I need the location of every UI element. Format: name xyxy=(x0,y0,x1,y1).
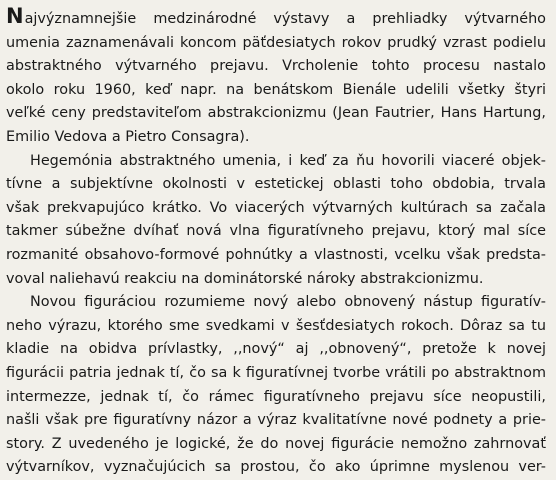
drop-cap-initial: N xyxy=(6,4,24,28)
paragraph-1-line-2: umenia zaznamenávali koncom päťdesiatych rokov prudký vzrast podielu xyxy=(6,34,546,51)
paragraph-3-line-7: story. Z uvedeného je logické, že do novej figurácie nemožno zahrnovať xyxy=(6,435,546,452)
paragraph-1-line-6: Emilio Vedova a Pietro Consagra). xyxy=(6,128,250,145)
paragraph-3-line-3: kladie na obidva prívlastky, ,,nový“ aj ,,obnovený“, pretože k novej xyxy=(6,341,546,358)
paragraph-2-line-4: takmer súbežne dvíhať nová vlna figuratívneho prejavu, ktorý mal síce xyxy=(6,223,546,240)
paragraph-3-line-6: našli však pre figuratívny názor a výraz kvalitatívne nové podnety a prie- xyxy=(6,412,546,429)
paragraph-3-line-2: neho výrazu, ktorého sme svedkami v šesťdesiatych rokoch. Dôraz sa tu xyxy=(6,317,546,334)
paragraph-2-line-1: Hegemónia abstraktného umenia, i keď za ňu hovorili viaceré objek- xyxy=(30,152,546,169)
paragraph-1-line-1-text: ajvýznamnejšie medzinárodné výstavy a prehliadky výtvarného xyxy=(24,11,546,27)
paragraph-2-line-6: voval naliehavú reakciu na dominátorské nároky abstrakcionizmu. xyxy=(6,270,484,287)
paragraph-2-line-3: však prekvapujúco krátko. Vo viacerých výtvarných kultúrach sa začala xyxy=(6,199,546,216)
paragraph-2 xyxy=(6,150,546,292)
paragraph-3-line-1: Novou figuráciou rozumieme nový alebo obnovený nástup figuratív- xyxy=(30,294,546,311)
paragraph-1-line-4: okolo roku 1960, keď napr. na benátskom Bienále udelili všetky štyri xyxy=(6,81,546,98)
paragraph-1-line-3: abstraktného výtvarného prejavu. Vrcholenie tohto procesu nastalo xyxy=(6,58,546,75)
paragraph-3-line-5: intermezze, jednak tí, čo rámec figuratívneho prejavu síce neopustili, xyxy=(6,388,546,405)
paragraph-2-line-5: rozmanité obsahovo-formové pohnútky a vlastnosti, vcelku však predsta- xyxy=(6,246,546,263)
paragraph-3 xyxy=(6,291,546,480)
paragraph-3-line-8: výtvarníkov, vyznačujúcich sa prostou, čo ako úprimne myslenou ver- xyxy=(6,459,546,476)
paragraph-1-line-5: veľké ceny predstaviteľom abstrakcionizmu (Jean Fautrier, Hans Hartung, xyxy=(6,105,546,122)
paragraph-1 xyxy=(6,5,546,150)
paragraph-1-line-1 xyxy=(6,5,546,32)
paragraph-2-line-2: tívne a subjektívne okolnosti v estetickej oblasti toho obdobia, trvala xyxy=(6,176,546,193)
paragraph-3-line-4: figurácii patria jednak tí, čo sa k figuratívnej tvorbe vrátili po abstraktnom xyxy=(6,364,546,381)
